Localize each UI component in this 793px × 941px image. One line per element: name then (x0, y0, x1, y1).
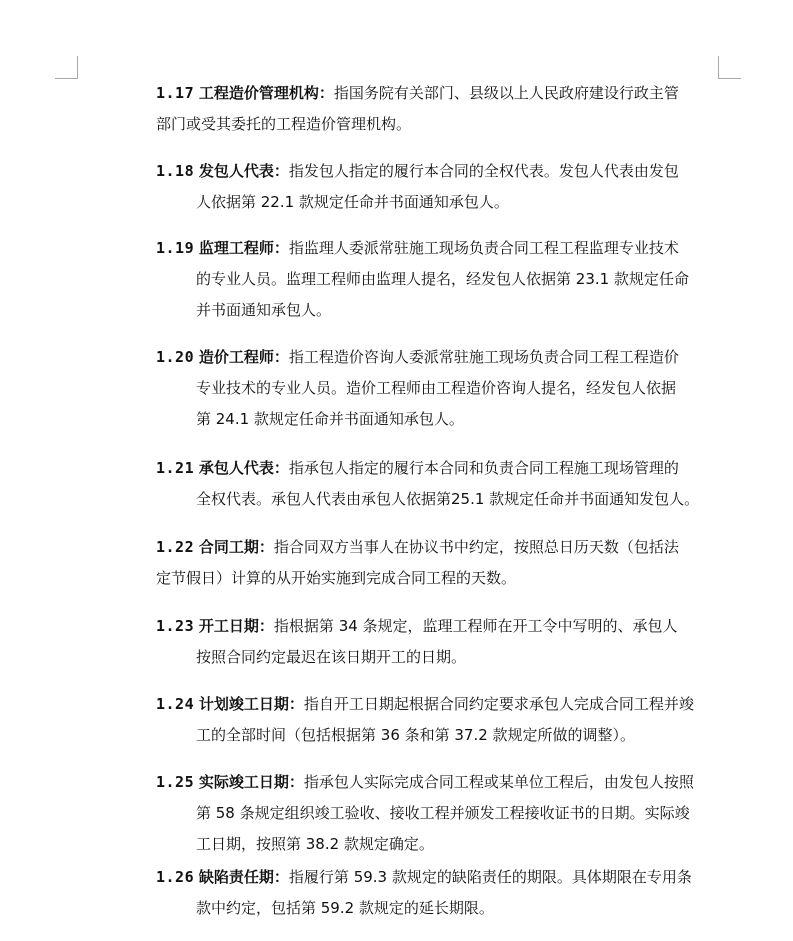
clause-text: 工日期，按照第 38.2 款规定确定。 (196, 835, 434, 853)
clause-1-18 (156, 156, 722, 218)
clause-text: 定节假日）计算的从开始实施到完成合同工程的天数。 (156, 569, 517, 587)
clause-1-19 (156, 233, 722, 326)
clause-term: 工程造价管理机构： (198, 84, 334, 102)
clause-text: 第 58 条规定组织竣工验收、接收工程并颁发工程接收证书的日期。实际竣 (196, 804, 690, 822)
clause-term: 发包人代表： (198, 162, 289, 180)
clause-first-line (156, 532, 722, 563)
clause-text: 专业技术的专业人员。造价工程师由工程造价咨询人提名，经发包人依据 (196, 379, 677, 397)
clause-text: 指承包人实际完成合同工程或某单位工程后，由发包人按照 (303, 773, 694, 791)
clause-text: 全权代表。承包人代表由承包人依据第25.1 款规定任命并书面通知发包人。 (196, 490, 700, 508)
clause-text: 指履行第 59.3 款规定的缺陷责任的期限。具体期限在专用条 (288, 868, 692, 886)
clause-text: 第 24.1 款规定任命并书面通知承包人。 (196, 410, 464, 428)
clause-first-line (156, 862, 722, 893)
clause-term: 开工日期： (198, 617, 274, 635)
clause-number: 1.17 (156, 84, 195, 102)
clause-first-line (156, 233, 722, 264)
clause-term: 监理工程师： (198, 239, 289, 257)
clause-term: 计划竣工日期： (198, 695, 304, 713)
clause-term: 合同工期： (198, 538, 274, 556)
clause-text: 部门或受其委托的工程造价管理机构。 (156, 115, 412, 133)
clause-number: 1.22 (156, 538, 195, 556)
clause-1-25 (156, 767, 722, 860)
clause-text: 工的全部时间（包括根据第 36 条和第 37.2 款规定所做的调整）。 (196, 726, 636, 744)
clause-first-line (156, 342, 722, 373)
clause-1-22 (156, 532, 722, 594)
crop-mark-top-left (55, 56, 78, 79)
clause-term: 造价工程师： (198, 348, 289, 366)
clause-term: 缺陷责任期： (198, 868, 289, 886)
clause-number: 1.23 (156, 617, 195, 635)
clause-number: 1.21 (156, 459, 195, 477)
clause-text: 指监理人委派常驻施工现场负责合同工程工程监理专业技术 (288, 239, 679, 257)
clause-text: 指承包人指定的履行本合同和负责合同工程施工现场管理的 (288, 459, 679, 477)
clause-first-line (156, 689, 722, 720)
clause-number: 1.20 (156, 348, 195, 366)
clause-number: 1.24 (156, 695, 195, 713)
clause-text: 指根据第 34 条规定，监理工程师在开工令中写明的、承包人 (273, 617, 678, 635)
clause-first-line (156, 453, 722, 484)
clause-1-20 (156, 342, 722, 435)
clause-text: 指自开工日期起根据合同约定要求承包人完成合同工程并竣 (303, 695, 694, 713)
clause-first-line (156, 611, 722, 642)
clause-1-23 (156, 611, 722, 673)
clause-first-line (156, 156, 722, 187)
clause-1-26 (156, 862, 722, 924)
crop-mark-top-right (718, 56, 741, 79)
clause-number: 1.18 (156, 162, 195, 180)
clause-text: 的专业人员。监理工程师由监理人提名，经发包人依据第 23.1 款规定任命 (196, 270, 689, 288)
clause-text: 指合同双方当事人在协议书中约定，按照总日历天数（包括法 (273, 538, 679, 556)
clause-term: 承包人代表： (198, 459, 289, 477)
clause-text: 指国务院有关部门、县级以上人民政府建设行政主管 (333, 84, 679, 102)
clause-1-24 (156, 689, 722, 751)
clause-text: 指工程造价咨询人委派常驻施工现场负责合同工程工程造价 (288, 348, 679, 366)
clause-first-line (156, 767, 722, 798)
clause-number: 1.25 (156, 773, 195, 791)
clause-number: 1.19 (156, 239, 195, 257)
clause-text: 指发包人指定的履行本合同的全权代表。发包人代表由发包 (288, 162, 679, 180)
clause-number: 1.26 (156, 868, 195, 886)
clause-text: 并书面通知承包人。 (196, 301, 332, 319)
clause-text: 人依据第 22.1 款规定任命并书面通知承包人。 (196, 193, 509, 211)
clause-1-21 (156, 453, 722, 515)
clause-1-17 (156, 78, 722, 140)
clause-text: 款中约定，包括第 59.2 款规定的延长期限。 (196, 899, 494, 917)
clause-first-line (156, 78, 722, 109)
clause-text: 按照合同约定最迟在该日期开工的日期。 (196, 648, 467, 666)
clause-term: 实际竣工日期： (198, 773, 304, 791)
